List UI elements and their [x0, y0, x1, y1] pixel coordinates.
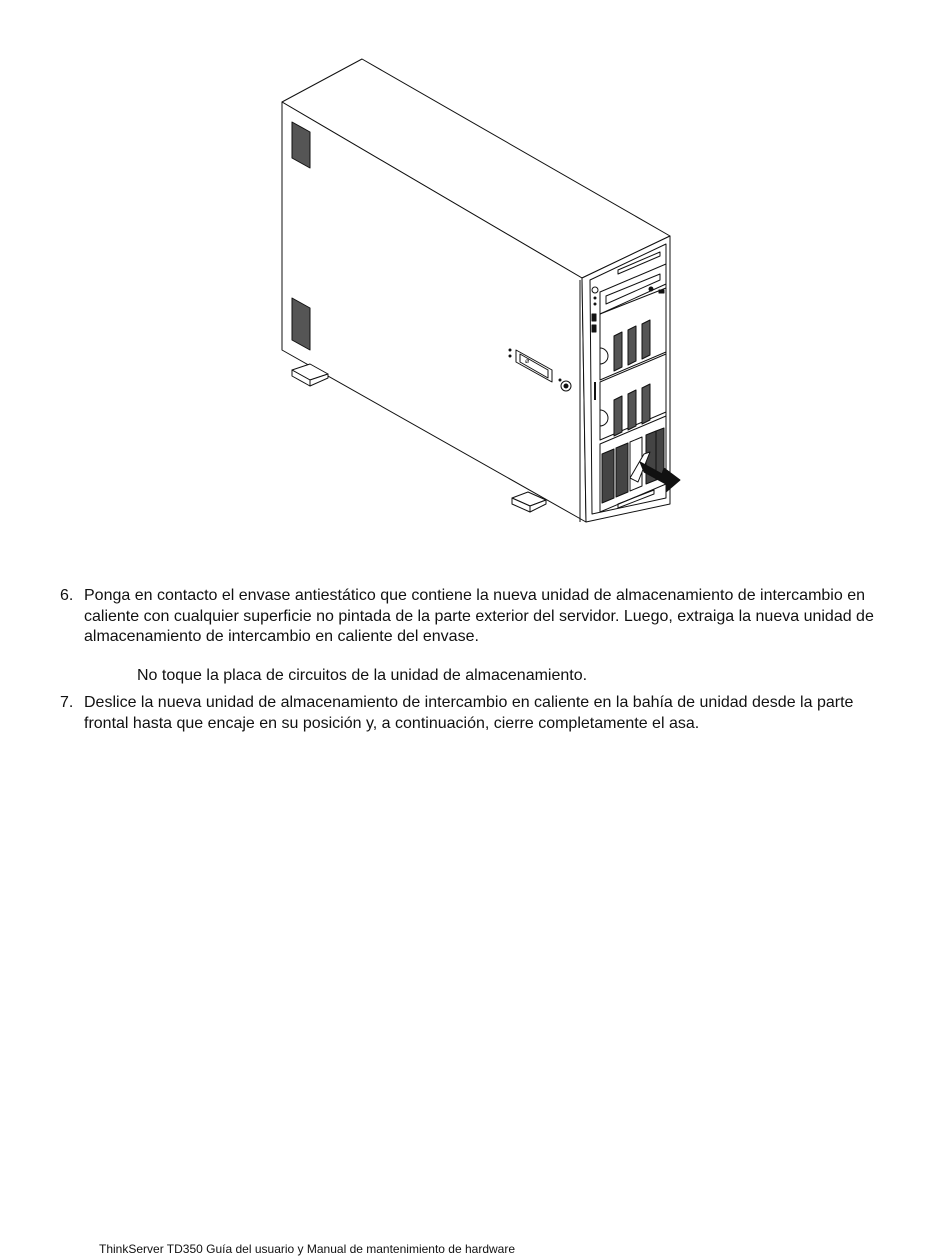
server-illustration — [270, 52, 690, 532]
step-number: 7. — [60, 694, 74, 711]
svg-text:⌀: ⌀ — [525, 358, 530, 365]
step-text: Deslice la nueva unidad de almacenamiento de intercambio en caliente en la bahía de unidad desde la parte frontal hasta que encaje en su posición y, a continuación, cierre completamente el asa. — [84, 694, 854, 732]
server-tower — [270, 52, 690, 532]
page-footer: ThinkServer TD350 Guía del usuario y Manual de mantenimiento de hardware — [99, 1242, 516, 1256]
step-number: 6. — [60, 587, 74, 604]
note-text: No toque la placa de circuitos de la unidad de almacenamiento. — [137, 667, 588, 684]
step-text: Ponga en contacto el envase antiestático que contiene la nueva unidad de almacenamiento de intercambio en caliente con cualquier superficie no pintada de la parte exterior del servidor. Luego, extraiga la nueva unidad de almacenamiento de intercambio en caliente del envase. — [84, 587, 874, 645]
